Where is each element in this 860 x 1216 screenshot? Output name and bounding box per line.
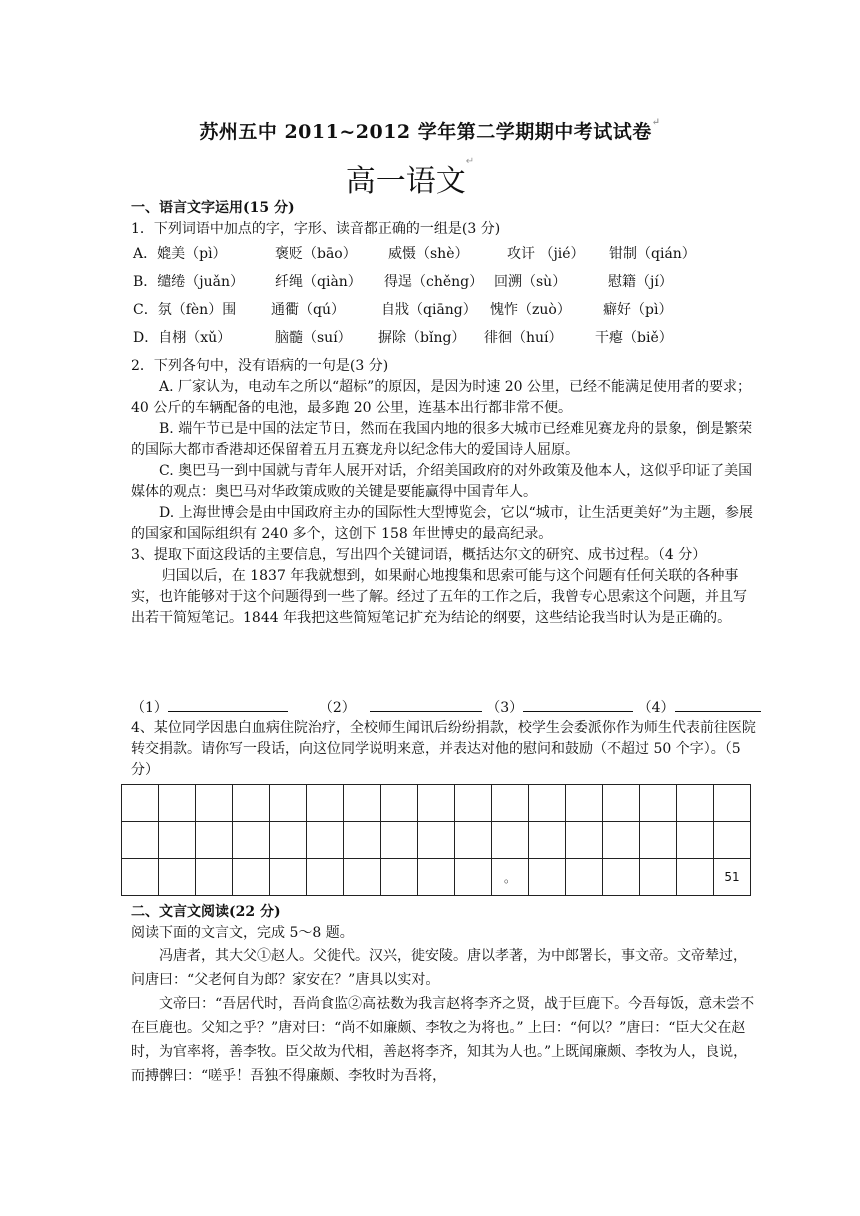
- q1-a-word1: A．媲美（pì）: [133, 246, 227, 262]
- q3-stem: 3、提取下面这段话的主要信息，写出四个关键词语，概括达尔文的研究、成书过程。（4 分）: [131, 547, 707, 563]
- q1-a-word2: 褒贬（bāo）: [275, 246, 357, 262]
- section2-heading: 二、文言文阅读(22 分): [131, 904, 281, 920]
- q1-a-word5: 钳制（qián）: [609, 246, 696, 262]
- section2-intro: 阅读下面的文言文，完成 5～8 题。: [131, 925, 354, 941]
- q1-c-word5: 癖好（pì）: [603, 302, 673, 318]
- exam-subject: 高一语文↵: [345, 156, 475, 199]
- section1-heading: 一、语言文字运用(15 分): [131, 200, 295, 216]
- q2-option-a: A. 厂家认为，电动车之所以“超标”的原因，是因为时速 20 公里，已经不能满足使用者的要求；40 公斤的车辆配备的电池，最多跑 20 公里，连基本出行都非常不便。: [131, 379, 752, 416]
- q1-stem: 1．下列词语中加点的字，字形、读音都正确的一组是(3 分): [131, 221, 501, 237]
- q1-c-word4: 愧怍（zuò）: [490, 302, 571, 318]
- answer-blank-1[interactable]: [168, 697, 288, 712]
- blank-label-4: （4）: [637, 700, 675, 716]
- answer-blank-3[interactable]: [523, 697, 633, 712]
- q1-d-word1: D．自栩（xǔ）: [133, 330, 232, 346]
- q1-c-word1: C．氛（fèn）围: [133, 302, 237, 318]
- q2-option-d: D. 上海世博会是由中国政府主办的国际性大型博览会，它以“城市，让生活更美好”为主题，参展的国家和国际组织有 240 多个，这创下 158 年世博史的最高纪录。: [131, 505, 753, 542]
- q2-stem: 2．下列各句中，没有语病的一句是(3 分): [131, 358, 389, 374]
- grid-period-cell: 。: [492, 859, 529, 896]
- classical-text-p1: 冯唐者，其大父①赵人。父徙代。汉兴，徙安陵。唐以孝著，为中郎署长，事文帝。文帝辇过，问唐曰：“父老何自为郎？家安在？”唐具以实对。: [131, 948, 747, 988]
- q2-question: [131, 356, 757, 629]
- q3-answer-blanks: [131, 697, 761, 717]
- answer-blank-4[interactable]: [675, 697, 761, 712]
- grid-count-cell: 51: [714, 859, 751, 896]
- grid-row: [122, 859, 751, 896]
- section2: [131, 902, 757, 1088]
- q1-b-word5: 慰籍（jí）: [608, 274, 673, 290]
- q1-d-word5: 干瘪（biě）: [595, 330, 673, 346]
- q1-b-word3: 得逞（chěng）: [384, 274, 484, 290]
- q1-b-word1: B．缱绻（juǎn）: [133, 274, 245, 290]
- q1-d-word3: 摒除（bǐng）: [378, 330, 466, 346]
- q1-b-word2: 纤绳（qiàn）: [275, 274, 362, 290]
- q1-a-word4: 攻讦 （jié）: [507, 246, 585, 262]
- q1-a-word3: 威慑（shè）: [388, 246, 469, 262]
- q2-option-c: C. 奥巴马一到中国就与青年人展开对话，介绍美国政府的对外政策及他本人，这似乎印证了美国媒体的观点：奥巴马对华政策成败的关键是要能赢得中国青年人。: [131, 463, 753, 500]
- classical-text-p2: 文帝曰：“吾居代时，吾尚食监②高祛数为我言赵将李齐之贤，战于巨鹿下。今吾每饭，意未尝不在巨鹿也。父知之乎？”唐对曰：“尚不如廉颇、李牧之为将也。” 上曰：“何以？”唐曰：“臣大父在赵时，为官率将，善李牧。臣父故为代相，善赵将李齐，知其为人也。”上既闻廉颇、李牧为人，良说，而搏髀曰：“嗟乎！吾独不得廉颇、李牧时为吾将，: [131, 996, 755, 1084]
- grid-row: [122, 822, 751, 859]
- q1-b-word4: 回溯（sù）: [494, 274, 567, 290]
- q1-c-word3: 自戕（qiāng）: [381, 302, 477, 318]
- q1-c-word2: 通衢（qú）: [271, 302, 345, 318]
- blank-label-3: （3）: [486, 700, 524, 716]
- exam-title: 苏州五中 2011~2012 学年第二学期期中考试试卷↵: [199, 117, 661, 143]
- grid-row: [122, 785, 751, 822]
- answer-blank-2[interactable]: [370, 697, 482, 712]
- q1-d-word2: 脑髓（suí）: [275, 330, 352, 346]
- blank-label-1: （1）: [131, 700, 168, 716]
- answer-grid[interactable]: [121, 784, 751, 896]
- q4-stem: 4、某位同学因患白血病住院治疗，全校师生闻讯后纷纷捐款，校学生会委派你作为师生代表前往医院转交捐款。请你写一段话，向这位同学说明来意，并表达对他的慰问和鼓励（不超过 50 个字）。（5 分）: [131, 720, 756, 778]
- q1-d-word4: 徘徊（huí）: [484, 330, 563, 346]
- q2-option-b: B. 端午节已是中国的法定节日，然而在我国内地的很多大城市已经难见赛龙舟的景象，倒是繁荣的国际大都市香港却还保留着五月五赛龙舟以纪念伟大的爱国诗人屈原。: [131, 421, 753, 458]
- blank-label-2: （2）: [318, 700, 356, 716]
- q3-passage: 归国以后，在 1837 年我就想到，如果耐心地搜集和思索可能与这个问题有任何关联的各种事实，也许能够对于这个问题得到一些了解。经过了五年的工作之后，我曾专心思索这个问题，并且写出若干简短笔记。1844 年我把这些简短笔记扩充为结论的纲要，这些结论我当时认为是正确的。: [131, 568, 747, 626]
